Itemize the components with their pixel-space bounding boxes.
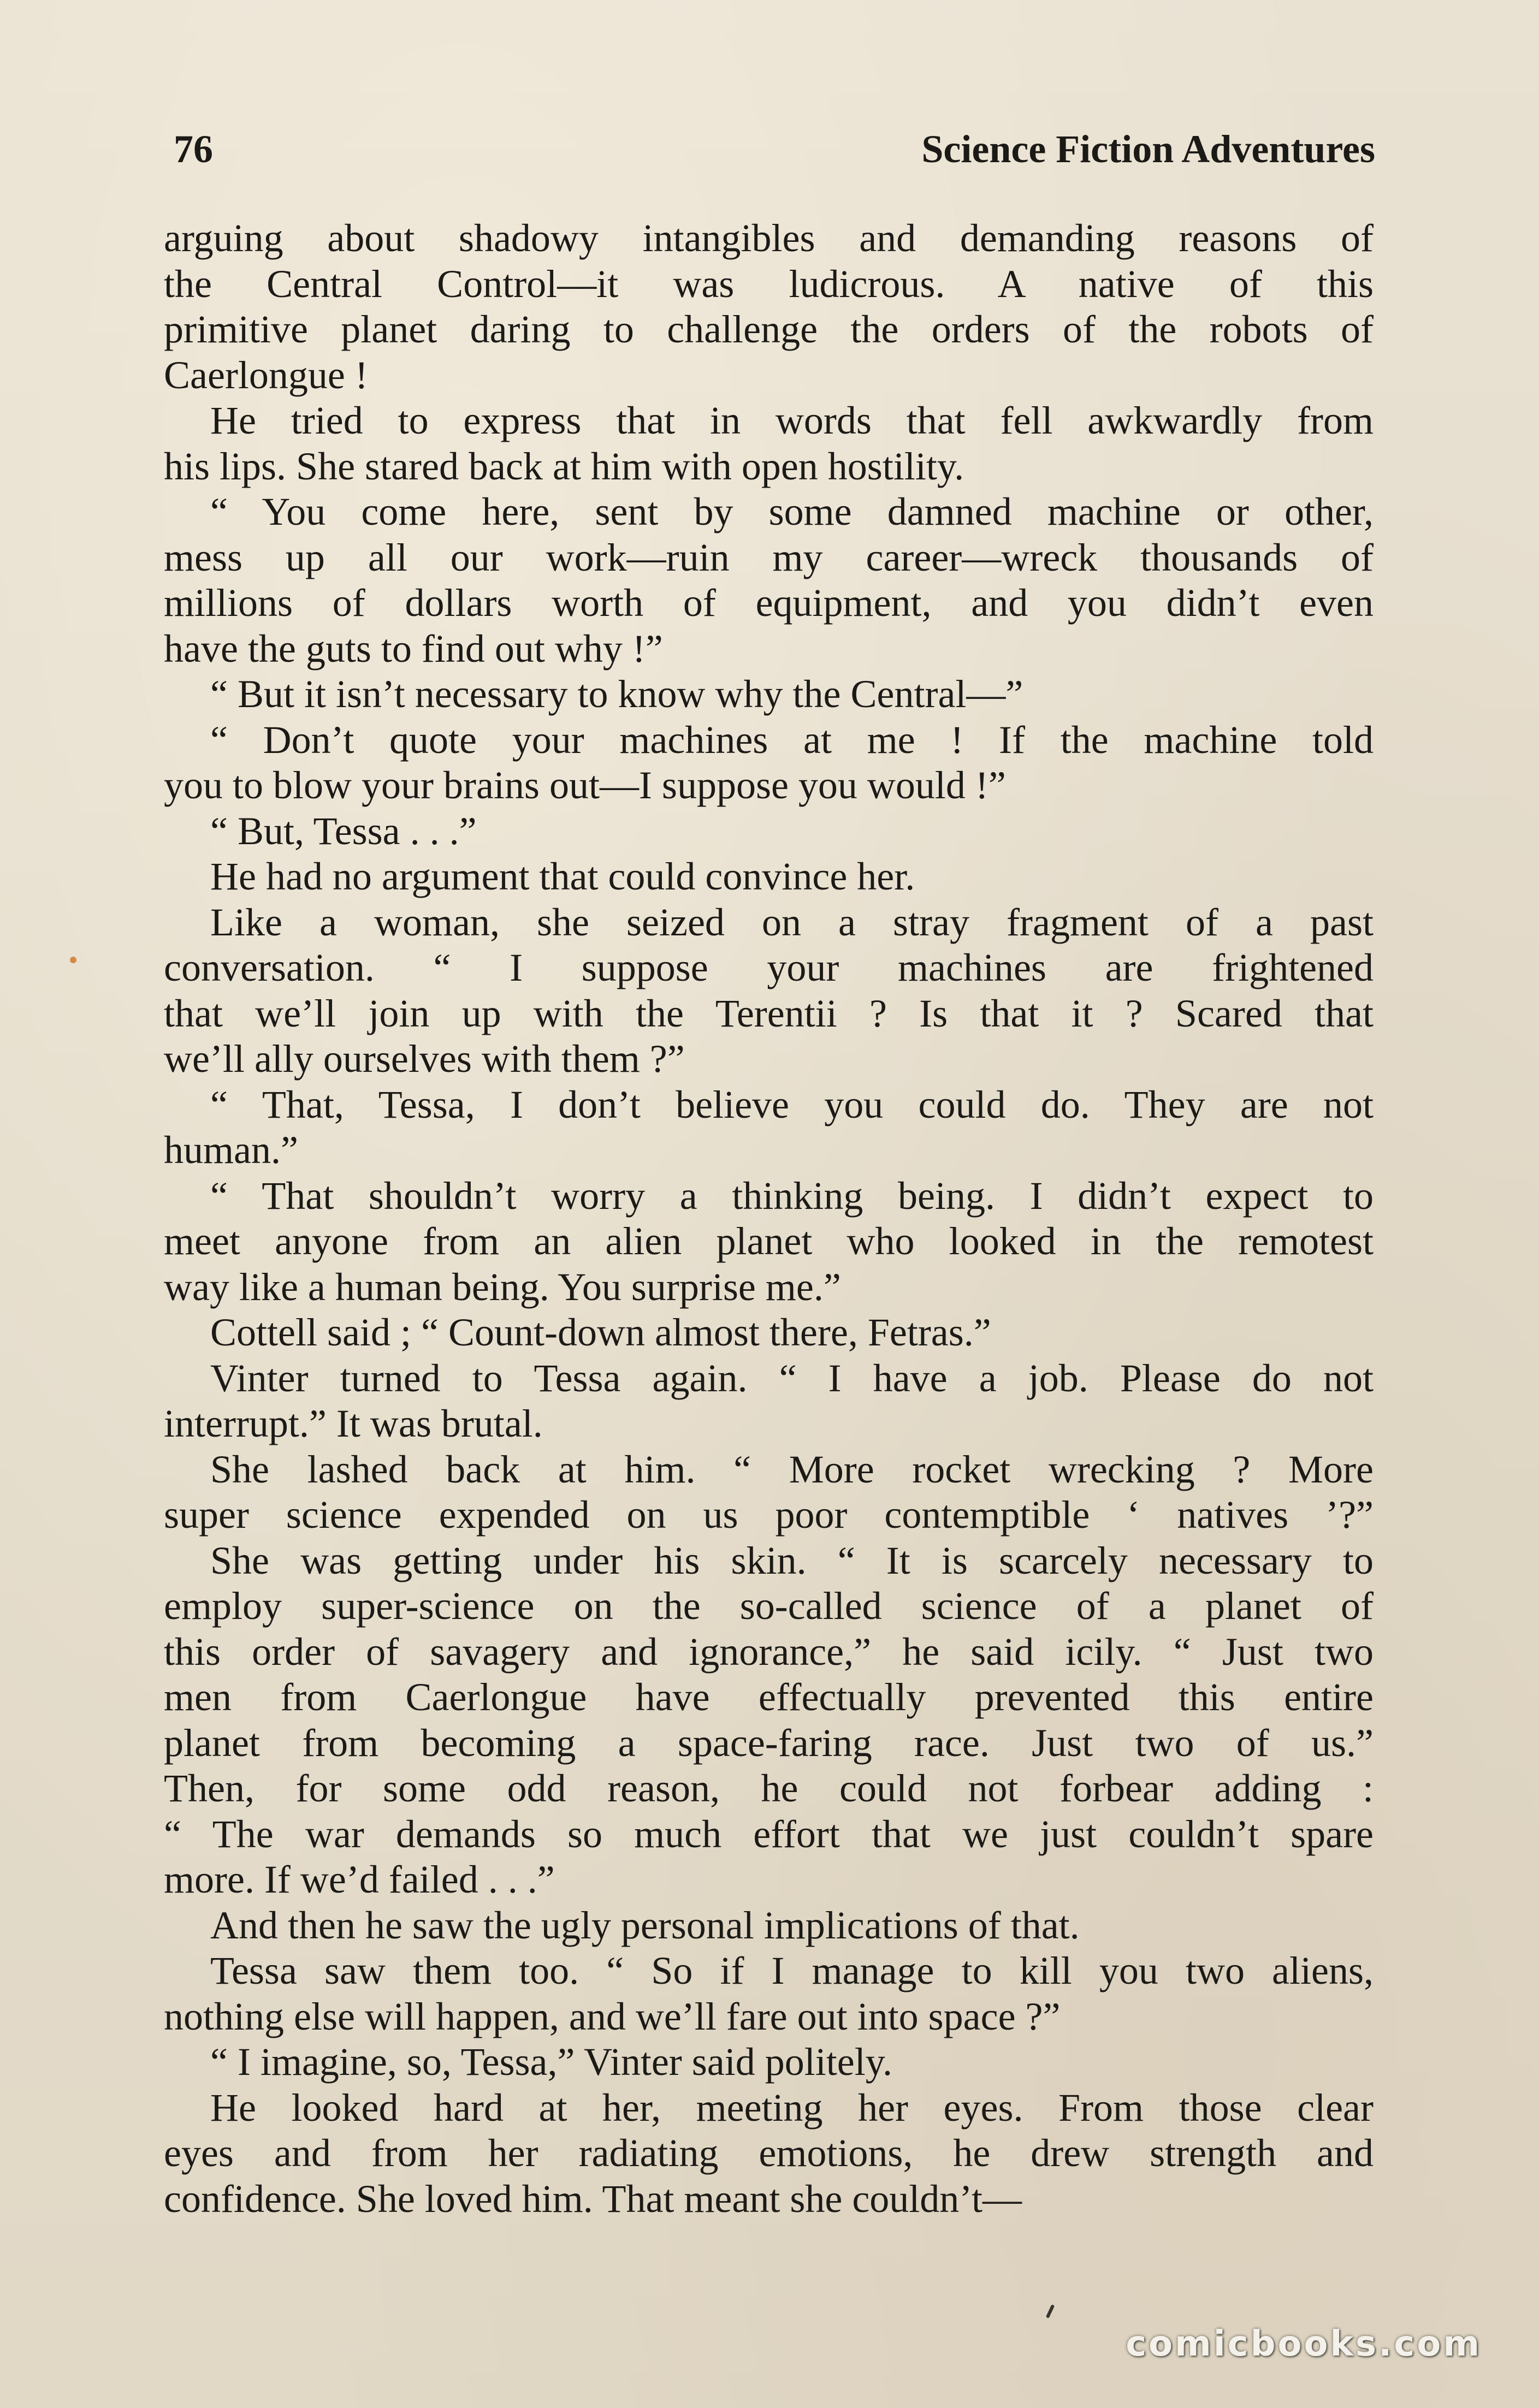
text-line: employ super-science on the so-called science of a planet of	[164, 1584, 1374, 1628]
text-line: Tessa saw them too. “ So if I manage to kill you two aliens,	[210, 1949, 1374, 1992]
text-line: eyes and from her radiating emotions, he drew strength and	[164, 2131, 1374, 2175]
text-line: He had no argument that could convince her.	[210, 855, 915, 898]
text-line: men from Caerlongue have effectually prevented this entire	[164, 1675, 1374, 1719]
text-line: super science expended on us poor contemptible ‘ natives ’?”	[164, 1493, 1374, 1537]
text-line: arguing about shadowy intangibles and demanding reasons of	[164, 216, 1374, 260]
text-line: the Central Control—it was ludicrous. A native of this	[164, 262, 1374, 306]
text-line: Cottell said ; “ Count-down almost there, Fetras.”	[210, 1310, 991, 1354]
paper-speck	[1046, 2304, 1055, 2318]
text-line: “ You come here, sent by some damned machine or other,	[210, 490, 1374, 533]
text-line: planet from becoming a space-faring race. Just two of us.”	[164, 1721, 1374, 1765]
text-line: this order of savagery and ignorance,” he said icily. “ Just two	[164, 1629, 1374, 1674]
text-line: millions of dollars worth of equipment, and you didn’t even	[164, 581, 1374, 625]
text-line: “ I imagine, so, Tessa,” Vinter said politely.	[210, 2040, 893, 2084]
text-line: more. If we’d failed . . .”	[164, 1858, 555, 1901]
text-line: human.”	[164, 1128, 298, 1172]
text-line: nothing else will happen, and we’ll fare out into space ?”	[164, 1994, 1061, 2038]
text-line: confidence. She loved him. That meant she couldn’t—	[164, 2176, 1022, 2221]
text-line: And then he saw the ugly personal implications of that.	[210, 1903, 1080, 1947]
text-line: way like a human being. You surprise me.”	[164, 1265, 841, 1309]
text-line: Like a woman, she seized on a stray fragment of a past	[210, 900, 1374, 944]
text-line: that we’ll join up with the Terentii ? Is that it ? Scared that	[164, 991, 1374, 1035]
text-line: He tried to express that in words that fell awkwardly from	[210, 399, 1374, 442]
text-line: “ But, Tessa . . .”	[210, 809, 477, 853]
page-number: 76	[174, 127, 213, 171]
running-header	[174, 124, 1375, 174]
text-line: He looked hard at her, meeting her eyes. From those clear	[210, 2085, 1374, 2130]
text-line: primitive planet daring to challenge the orders of the robots of	[164, 307, 1374, 351]
text-line: Caerlongue !	[164, 353, 368, 397]
text-line: meet anyone from an alien planet who looked in the remotest	[164, 1219, 1374, 1263]
text-line: She was getting under his skin. “ It is scarcely necessary to	[210, 1538, 1374, 1582]
text-line: interrupt.” It was brutal.	[164, 1402, 543, 1445]
text-line: “ That, Tessa, I don’t believe you could do. They are not	[210, 1082, 1374, 1126]
text-line: mess up all our work—ruin my career—wreck thousands of	[164, 535, 1374, 579]
text-line: his lips. She stared back at him with open hostility.	[164, 444, 964, 488]
text-line: conversation. “ I suppose your machines are frightened	[164, 946, 1374, 989]
text-line: “ That shouldn’t worry a thinking being. I didn’t expect to	[210, 1173, 1374, 1218]
watermark: comicbooks.com	[1126, 2324, 1482, 2364]
text-line: “ But it isn’t necessary to know why the Central—”	[210, 672, 1023, 716]
text-line: we’ll ally ourselves with them ?”	[164, 1037, 685, 1081]
text-line: have the guts to find out why !”	[164, 626, 663, 671]
text-line: Then, for some odd reason, he could not forbear adding :	[164, 1766, 1374, 1810]
text-line: She lashed back at him. “ More rocket wrecking ? More	[210, 1447, 1374, 1491]
paper-speck	[70, 957, 76, 963]
text-line: “ Don’t quote your machines at me ! If the machine told	[210, 717, 1374, 762]
running-title: Science Fiction Adventures	[921, 127, 1375, 171]
text-line: Vinter turned to Tessa again. “ I have a job. Please do not	[210, 1356, 1374, 1400]
text-line: “ The war demands so much effort that we just couldn’t spare	[164, 1812, 1374, 1856]
story-text	[164, 216, 1374, 2222]
text-line: you to blow your brains out—I suppose you would !”	[164, 763, 1006, 807]
